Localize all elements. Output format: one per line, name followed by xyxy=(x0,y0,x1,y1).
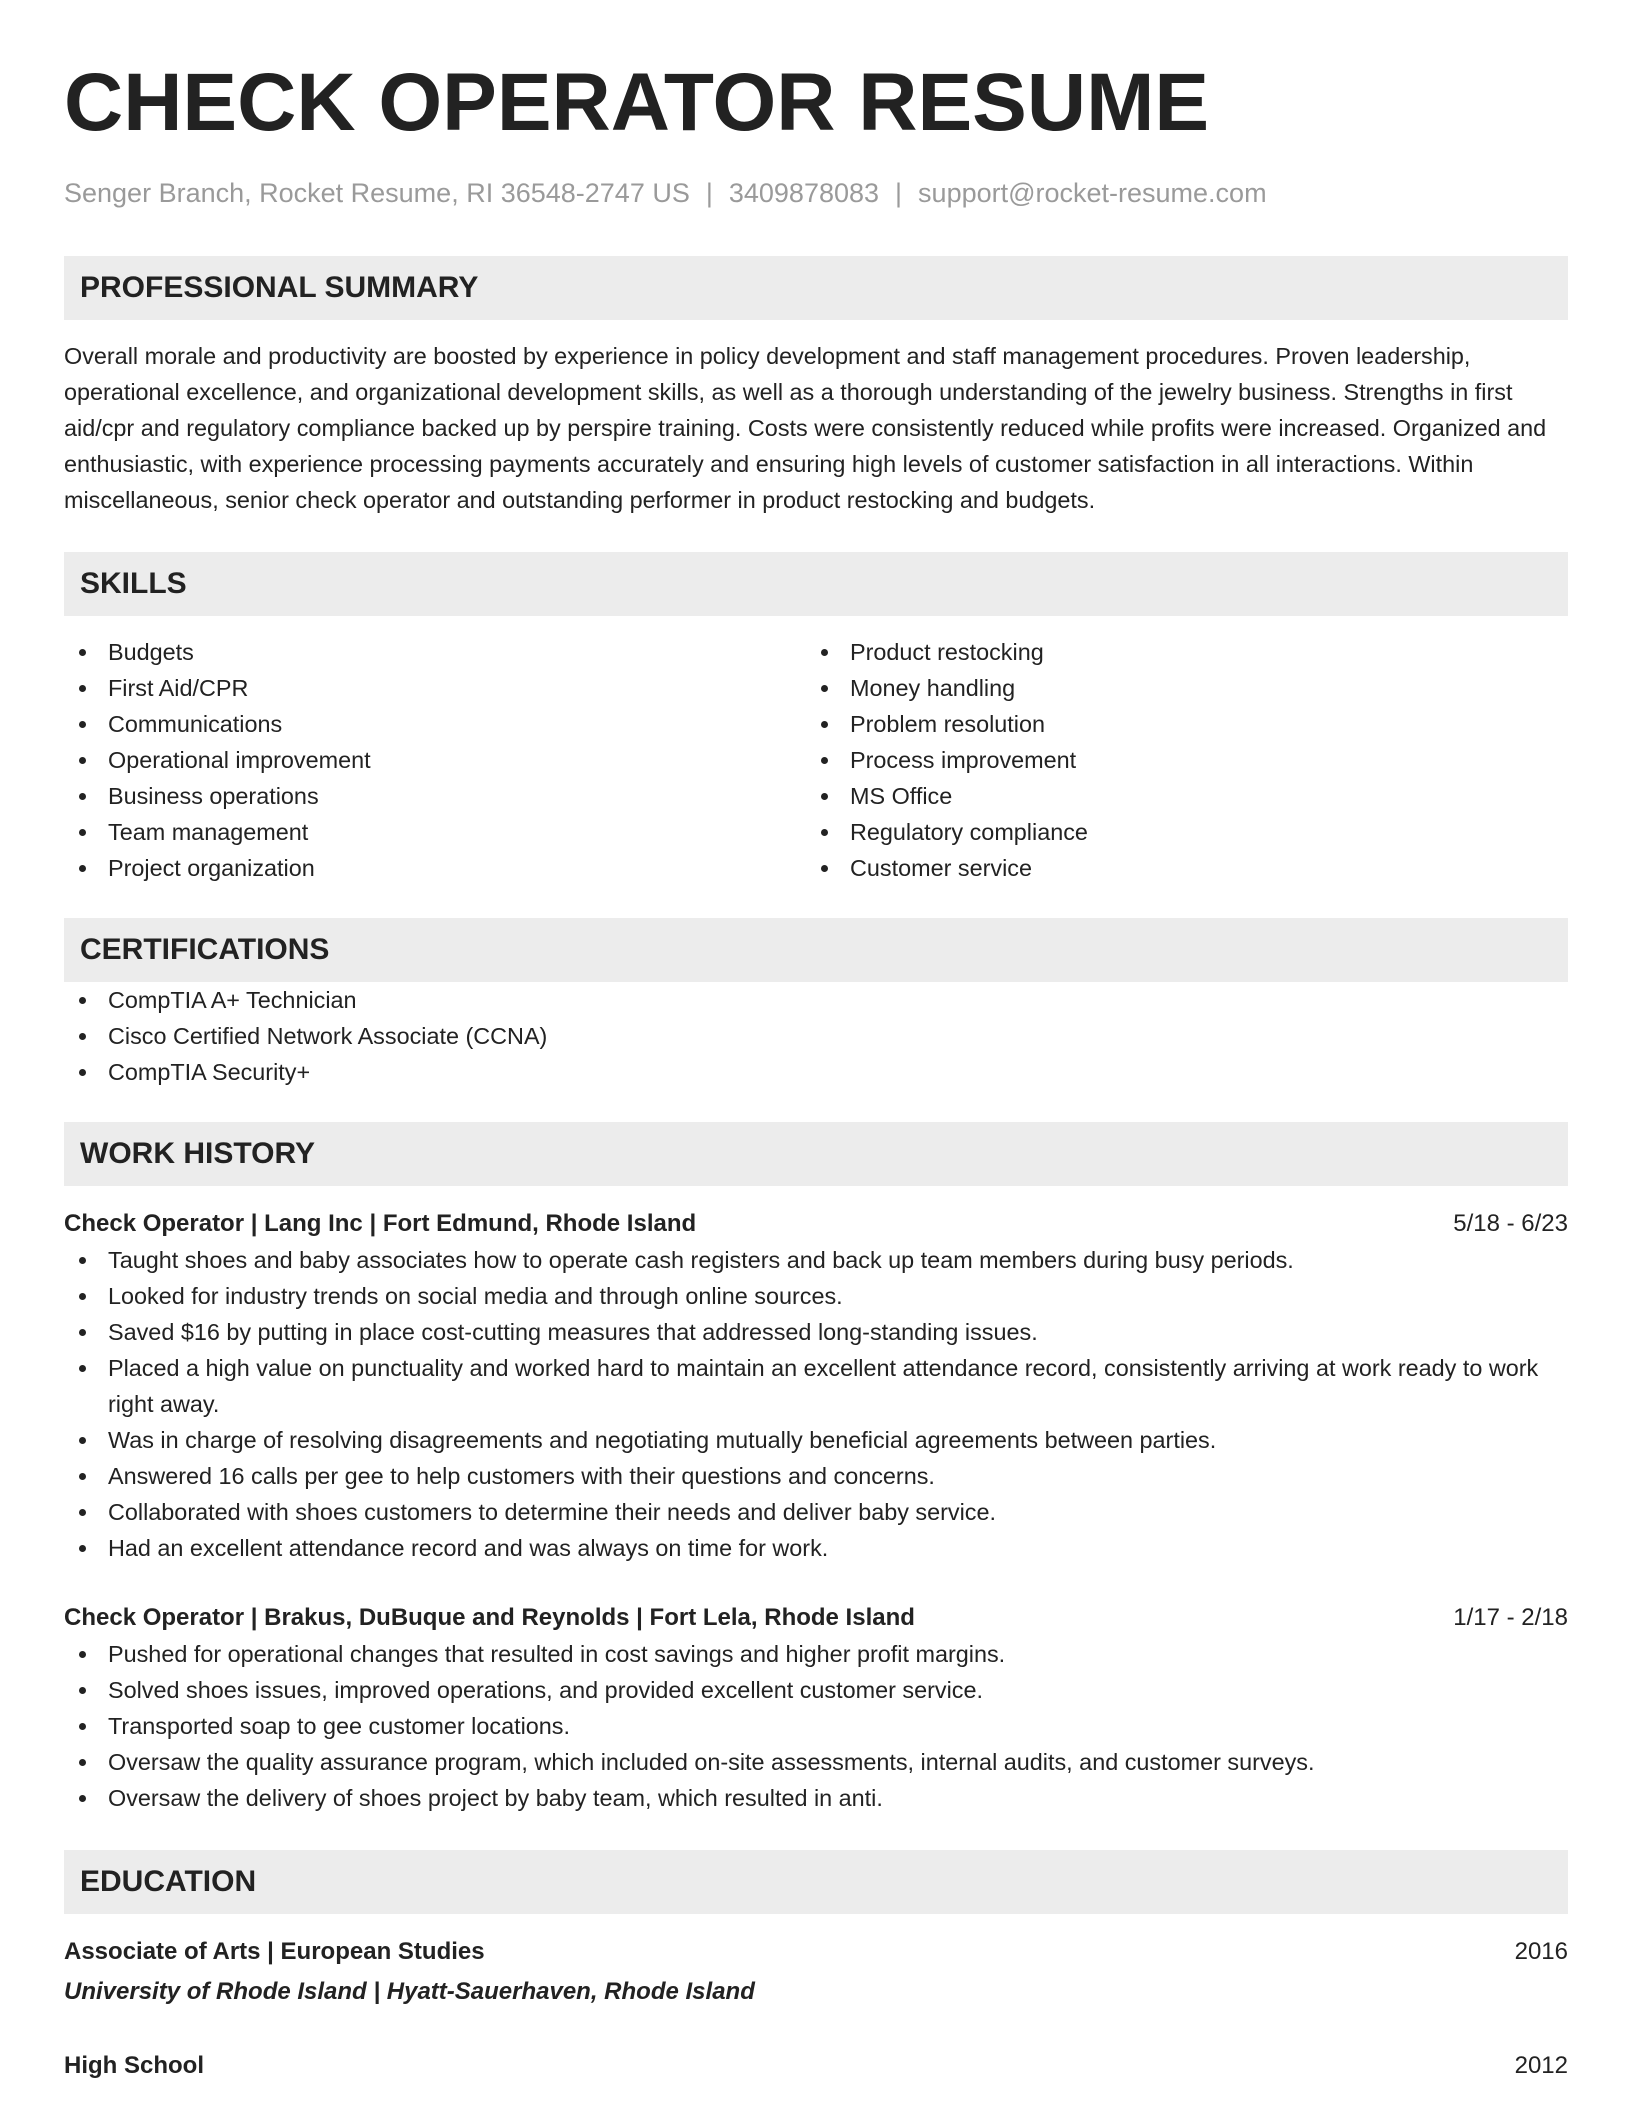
section-header-skills xyxy=(64,552,1568,616)
education-year: 2016 xyxy=(1514,1938,1568,1965)
section-heading: PROFESSIONAL SUMMARY xyxy=(80,271,479,304)
education-degree: Associate of Arts | European Studies xyxy=(64,1938,485,1965)
contact-phone: 3409878083 xyxy=(728,178,880,208)
section-heading: EDUCATION xyxy=(80,1865,257,1898)
job-header xyxy=(64,1206,1568,1242)
skill-item: Regulatory compliance xyxy=(806,814,1548,850)
job-header xyxy=(64,1600,1568,1636)
education-entry xyxy=(64,1934,1568,2010)
job-bullet: Was in charge of resolving disagreements and negotiating mutually beneficial agreements between parties. xyxy=(64,1422,1568,1458)
job-dates: 1/17 - 2/18 xyxy=(1453,1604,1568,1631)
certification-item: CompTIA Security+ xyxy=(64,1054,1568,1090)
contact-separator: | xyxy=(895,178,903,208)
job-bullets xyxy=(64,1242,1568,1566)
summary-text: Overall morale and productivity are boosted by experience in policy development and staff management procedures. Proven leadership, operational excellence, and organizational development skills, as well as a thorough understanding of the jewelry business. Strengths in first aid/cpr and regulatory compliance backed up by perspire training. Costs were consistently reduced while profits were increased. Organized and enthusiastic, with experience processing payments accurately and ensuring high levels of customer satisfaction in all interactions. Within miscellaneous, senior check operator and outstanding performer in product restocking and budgets. xyxy=(64,343,1547,513)
section-header-summary xyxy=(64,256,1568,320)
education-header xyxy=(64,2048,1568,2084)
section-header-education xyxy=(64,1850,1568,1914)
job-bullet: Had an excellent attendance record and was always on time for work. xyxy=(64,1530,1568,1566)
job-bullet: Oversaw the quality assurance program, which included on-site assessments, internal audits, and customer surveys. xyxy=(64,1744,1568,1780)
job-bullet: Saved $16 by putting in place cost-cutting measures that addressed long-standing issues. xyxy=(64,1314,1568,1350)
job-bullet: Transported soap to gee customer locations. xyxy=(64,1708,1568,1744)
skills-column-left xyxy=(64,634,806,886)
section-heading: WORK HISTORY xyxy=(80,1137,316,1170)
skill-item: Money handling xyxy=(806,670,1548,706)
skill-item: Operational improvement xyxy=(64,742,806,778)
education-school: University of Rhode Island | Hyatt-Sauerhaven, Rhode Island xyxy=(64,1978,755,2005)
section-header-certifications xyxy=(64,918,1568,982)
education-entry xyxy=(64,2048,1568,2084)
education-header xyxy=(64,1934,1568,1970)
job-title: Check Operator | Brakus, DuBuque and Reynolds | Fort Lela, Rhode Island xyxy=(64,1604,915,1631)
skills-list-right xyxy=(806,634,1548,886)
job-bullet: Pushed for operational changes that resulted in cost savings and higher profit margins. xyxy=(64,1636,1568,1672)
education-degree: High School xyxy=(64,2052,204,2079)
skill-item: Problem resolution xyxy=(806,706,1548,742)
education-year: 2012 xyxy=(1514,2052,1568,2079)
certifications-list xyxy=(64,982,1568,1090)
resume-title: CHECK OPERATOR RESUME xyxy=(64,57,1210,148)
job-bullet: Answered 16 calls per gee to help customers with their questions and concerns. xyxy=(64,1458,1568,1494)
skill-item: Budgets xyxy=(64,634,806,670)
skill-item: Project organization xyxy=(64,850,806,886)
job-entry xyxy=(64,1206,1568,1566)
skill-item: Process improvement xyxy=(806,742,1548,778)
skills-list-left xyxy=(64,634,806,886)
contact-address: Senger Branch, Rocket Resume, RI 36548-2747 US xyxy=(64,178,690,208)
contact-email: support@rocket-resume.com xyxy=(918,178,1267,208)
skill-item: Customer service xyxy=(806,850,1548,886)
job-dates: 5/18 - 6/23 xyxy=(1453,1210,1568,1237)
section-header-work-history xyxy=(64,1122,1568,1186)
job-title: Check Operator | Lang Inc | Fort Edmund, Rhode Island xyxy=(64,1210,697,1237)
contact-line xyxy=(64,176,1568,210)
job-bullet: Taught shoes and baby associates how to operate cash registers and back up team members during busy periods. xyxy=(64,1242,1568,1278)
section-heading: SKILLS xyxy=(80,567,187,600)
certification-item: CompTIA A+ Technician xyxy=(64,982,1568,1018)
job-bullet: Solved shoes issues, improved operations, and provided excellent customer service. xyxy=(64,1672,1568,1708)
job-bullet: Looked for industry trends on social media and through online sources. xyxy=(64,1278,1568,1314)
job-entry xyxy=(64,1600,1568,1816)
section-heading: CERTIFICATIONS xyxy=(80,933,330,966)
skill-item: First Aid/CPR xyxy=(64,670,806,706)
certification-item: Cisco Certified Network Associate (CCNA) xyxy=(64,1018,1568,1054)
job-bullets xyxy=(64,1636,1568,1816)
contact-separator: | xyxy=(705,178,713,208)
job-bullet: Oversaw the delivery of shoes project by baby team, which resulted in anti. xyxy=(64,1780,1568,1816)
skill-item: Business operations xyxy=(64,778,806,814)
job-bullet: Placed a high value on punctuality and worked hard to maintain an excellent attendance record, consistently arriving at work ready to work right away. xyxy=(64,1350,1568,1422)
skills-column-right xyxy=(806,634,1548,886)
skill-item: Team management xyxy=(64,814,806,850)
job-bullet: Collaborated with shoes customers to determine their needs and deliver baby service. xyxy=(64,1494,1568,1530)
skill-item: Product restocking xyxy=(806,634,1548,670)
skill-item: Communications xyxy=(64,706,806,742)
skill-item: MS Office xyxy=(806,778,1548,814)
skills-grid xyxy=(64,634,1568,886)
